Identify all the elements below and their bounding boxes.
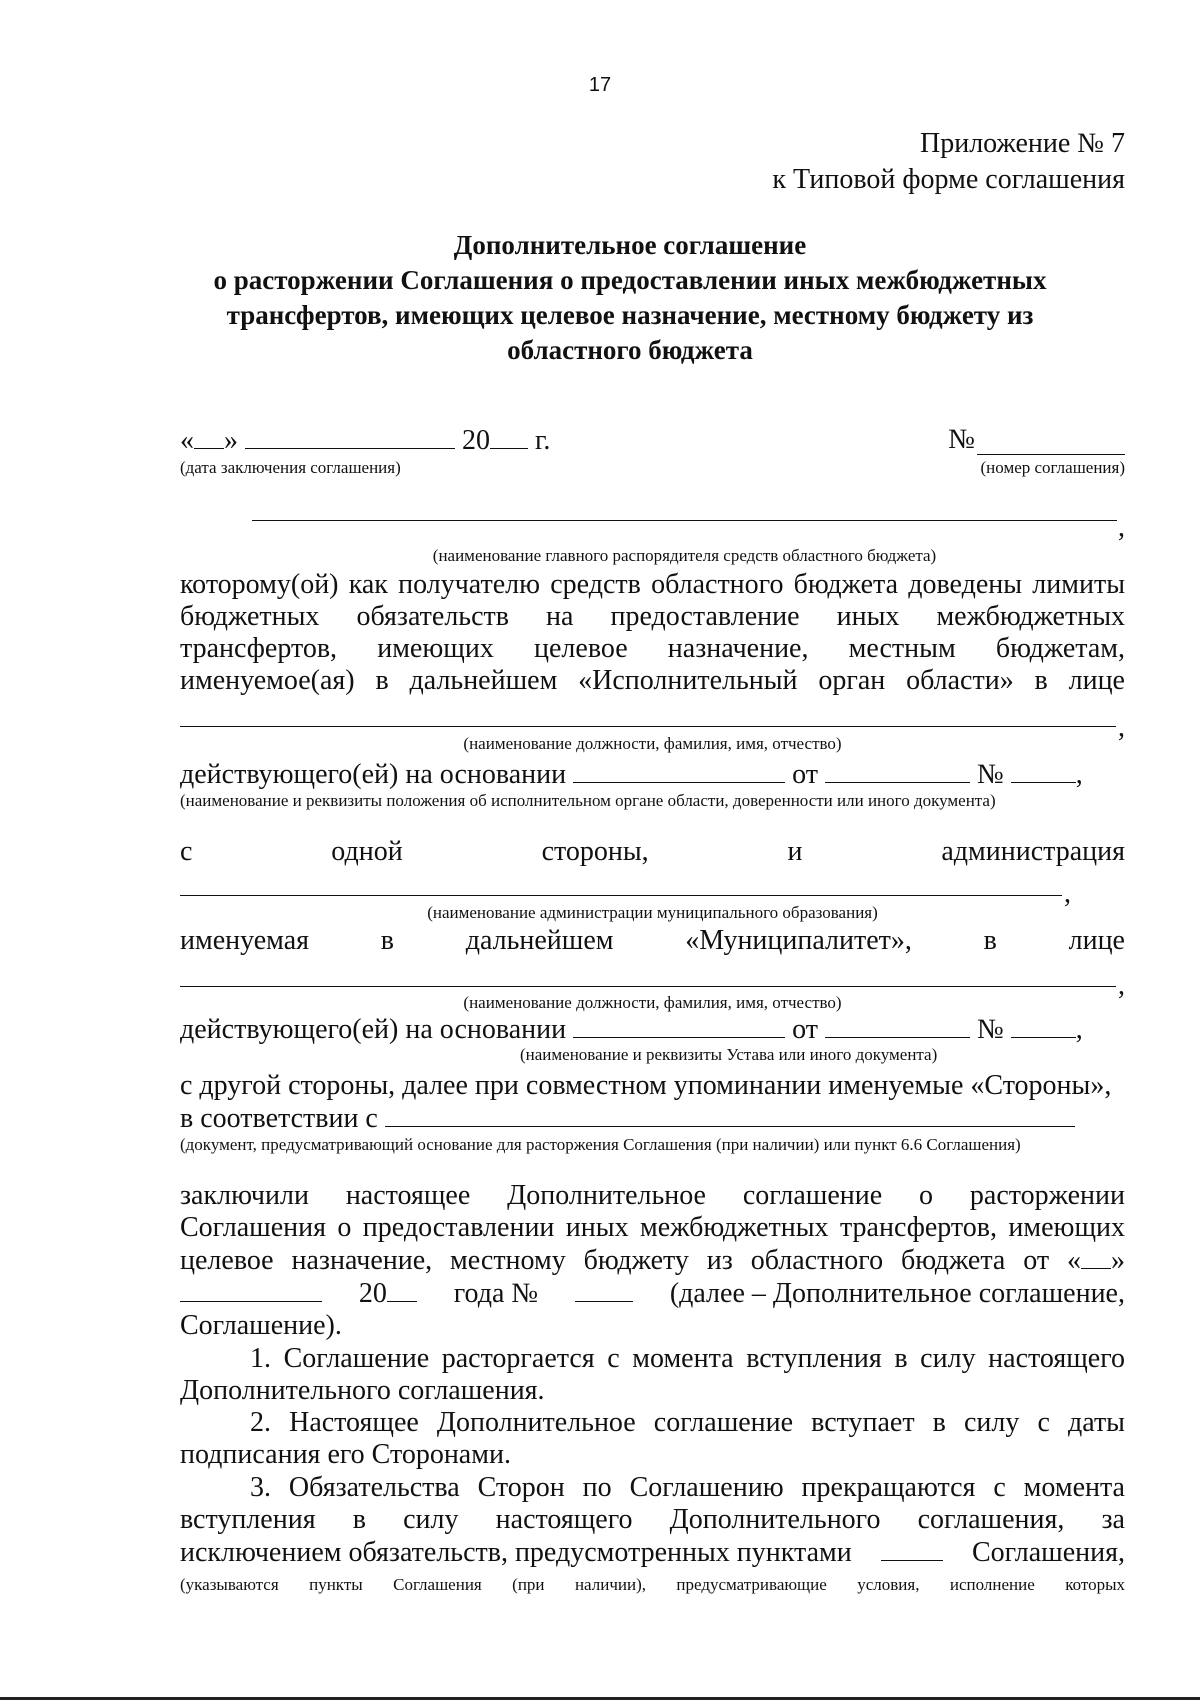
appendix-form-ref: к Типовой форме соглашения bbox=[772, 164, 1125, 195]
caption-basis-2: (наименование и реквизиты Устава или иного документа) bbox=[520, 1045, 938, 1064]
title-line-4: областного бюджета bbox=[507, 335, 753, 365]
item-3-line-3-start: исключением обязательств, предусмотренных пунктами bbox=[180, 1537, 852, 1568]
comma-3: , bbox=[1075, 759, 1083, 790]
concluded-hereinafter: (далее – Дополнительное соглашение, bbox=[669, 1278, 1125, 1309]
item-1-line-1: 1. Соглашение расторгается с момента вступления в силу настоящего bbox=[250, 1343, 1125, 1374]
caption-position-2: (наименование должности, фамилия, имя, отчество) bbox=[463, 993, 842, 1012]
paragraph-concluded bbox=[180, 1180, 1125, 1342]
basis-1-number-blank bbox=[1011, 758, 1076, 783]
from-label-2: от bbox=[792, 1014, 818, 1045]
year-prefix: 20 bbox=[462, 425, 490, 456]
item-1 bbox=[180, 1343, 1125, 1407]
document-blank bbox=[385, 1102, 1075, 1127]
concluded-line-3 bbox=[180, 1244, 1125, 1277]
municipality-line: именуемая в дальнейшем «Муниципалитет», в лице bbox=[180, 925, 1125, 956]
basis-1-date-blank bbox=[825, 758, 970, 783]
date-row bbox=[180, 424, 1125, 457]
items-blank bbox=[881, 1536, 943, 1561]
number-caption: (номер соглашения) bbox=[980, 458, 1125, 477]
item-2-line-2: подписания его Сторонами. bbox=[180, 1439, 511, 1470]
paragraph-recipient bbox=[180, 569, 1125, 697]
caption-basis-1: (наименование и реквизиты положения об исполнительном органе области, доверенности или иного документа) bbox=[180, 791, 996, 810]
concluded-line-4 bbox=[180, 1277, 1125, 1310]
concluded-line-1: заключили настоящее Дополнительное соглашение о расторжении bbox=[180, 1180, 1125, 1211]
para1-line-3: трансфертов, имеющих целевое назначение, местным бюджетам, bbox=[180, 633, 1125, 664]
concluded-number-label: года № bbox=[453, 1278, 539, 1309]
caption-administration: (наименование администрации муниципального образования) bbox=[427, 903, 878, 922]
concluded-year-group bbox=[359, 1277, 417, 1310]
according-to-row bbox=[180, 1102, 1125, 1135]
concluded-line-2: Соглашения о предоставлении иных межбюджетных трансфертов, имеющих bbox=[180, 1212, 1125, 1243]
caption-main-distributor: (наименование главного распорядителя средств областного бюджета) bbox=[432, 546, 937, 565]
item-3-line-3 bbox=[180, 1536, 1125, 1569]
document-title bbox=[130, 228, 1130, 368]
concluded-day-blank bbox=[1081, 1244, 1111, 1269]
position-1-blank bbox=[180, 726, 1116, 727]
item-3-line-2: вступления в силу настоящего Дополнительного соглашения, за bbox=[180, 1504, 1125, 1535]
year-suffix: г. bbox=[535, 425, 551, 456]
basis-2-date-blank bbox=[825, 1013, 970, 1038]
item-3-line-3-end: Соглашения, bbox=[972, 1537, 1125, 1568]
acting-basis-label-2: действующего(ей) на основании bbox=[180, 1014, 567, 1045]
concluded-year-prefix: 20 bbox=[358, 1278, 387, 1309]
month-blank bbox=[245, 424, 455, 449]
item-3-line-1: 3. Обязательства Сторон по Соглашению прекращаются с момента bbox=[250, 1472, 1125, 1503]
item-2 bbox=[180, 1407, 1125, 1471]
concluded-line-5: Соглашение). bbox=[180, 1310, 342, 1341]
date-captions bbox=[180, 458, 1125, 478]
appendix-number: Приложение № 7 bbox=[920, 128, 1125, 159]
date-caption: (дата заключения соглашения) bbox=[180, 458, 401, 477]
quote-close: » bbox=[224, 425, 238, 456]
item-3 bbox=[180, 1472, 1125, 1569]
caption-position-1: (наименование должности, фамилия, имя, отчество) bbox=[463, 734, 842, 753]
para1-line-1: которому(ой) как получателю средств областного бюджета доведены лимиты bbox=[180, 569, 1125, 600]
main-distributor-blank bbox=[252, 520, 1117, 521]
appendix-header bbox=[772, 126, 1125, 198]
agreement-number-sign: № bbox=[948, 424, 975, 455]
page-number: 17 bbox=[588, 74, 612, 96]
concluded-number-blank bbox=[575, 1277, 633, 1302]
year-blank bbox=[490, 424, 528, 449]
comma-1: , bbox=[1118, 512, 1125, 543]
concluded-year-blank bbox=[387, 1277, 417, 1302]
number-label-1: № bbox=[976, 759, 1004, 790]
title-line-1: Дополнительное соглашение bbox=[453, 230, 807, 260]
concluded-quote-close: » bbox=[1111, 1245, 1125, 1276]
day-blank bbox=[194, 424, 224, 449]
from-label-1: от bbox=[792, 759, 818, 790]
acting-basis-row-1 bbox=[180, 758, 1125, 791]
comma-5: , bbox=[1118, 970, 1125, 1001]
caption-document: (документ, предусматривающий основание для расторжения Соглашения (при наличии) или пункт 6.6 Соглашения) bbox=[180, 1135, 1021, 1154]
acting-basis-label-1: действующего(ей) на основании bbox=[180, 759, 567, 790]
position-2-blank bbox=[180, 986, 1116, 987]
comma-6: , bbox=[1075, 1014, 1083, 1045]
concluded-line-3-text: целевое назначение, местному бюджету из областного бюджета от « bbox=[180, 1245, 1081, 1276]
item-2-line-1: 2. Настоящее Дополнительное соглашение вступает в силу с даты bbox=[250, 1407, 1125, 1438]
according-to-label: в соответствии с bbox=[180, 1103, 378, 1134]
item-1-line-2: Дополнительного соглашения. bbox=[180, 1375, 545, 1406]
agreement-number-blank bbox=[977, 430, 1125, 455]
para1-line-2: бюджетных обязательств на предоставление иных межбюджетных bbox=[180, 601, 1125, 632]
title-line-3: трансфертов, имеющих целевое назначение, местному бюджету из bbox=[226, 300, 1034, 330]
administration-blank bbox=[180, 895, 1062, 896]
title-line-2: о расторжении Соглашения о предоставлении иных межбюджетных bbox=[213, 265, 1047, 295]
basis-1-blank bbox=[573, 758, 785, 783]
other-side-line: с другой стороны, далее при совместном упоминании именуемые «Стороны», bbox=[180, 1070, 1112, 1101]
para1-line-4: именуемое(ая) в дальнейшем «Исполнительный орган области» в лице bbox=[180, 665, 1125, 696]
basis-2-blank bbox=[573, 1013, 785, 1038]
comma-4: , bbox=[1064, 878, 1071, 909]
comma-2: , bbox=[1118, 712, 1125, 743]
acting-basis-row-2 bbox=[180, 1013, 1125, 1046]
caption-items: (указываются пункты Соглашения (при наличии), предусматривающие условия, исполнение которых bbox=[180, 1575, 1125, 1594]
quote-open: « bbox=[180, 425, 194, 456]
number-label-2: № bbox=[976, 1014, 1004, 1045]
one-side-line: с одной стороны, и администрация bbox=[180, 836, 1125, 867]
concluded-month-blank bbox=[180, 1277, 322, 1302]
basis-2-number-blank bbox=[1011, 1013, 1076, 1038]
